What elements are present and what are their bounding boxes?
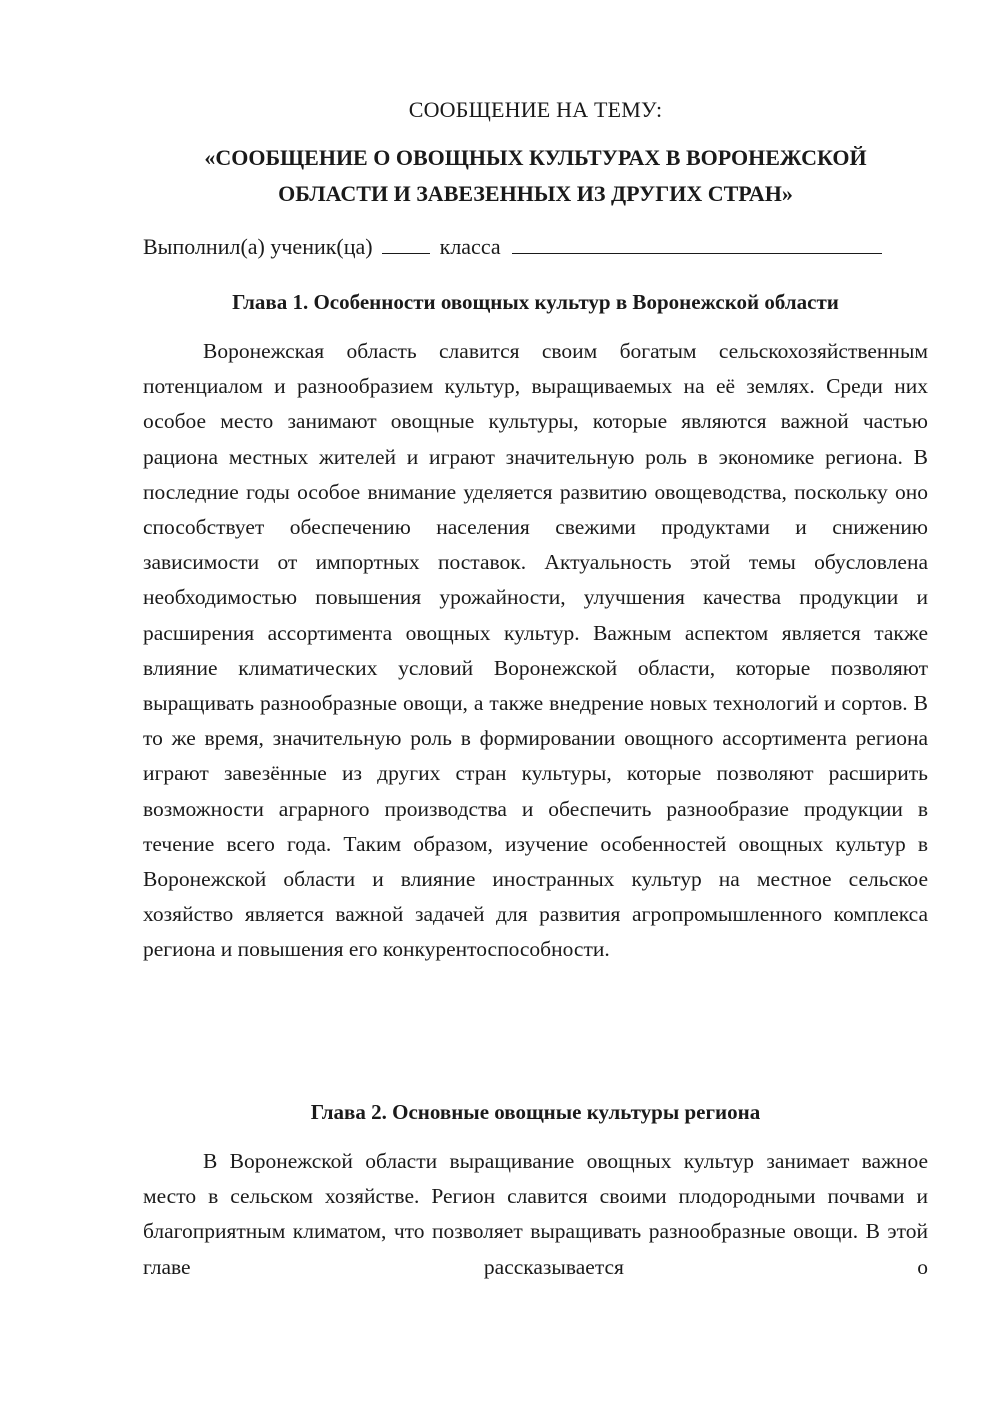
chapter-1-title: Глава 1. Особенности овощных культур в Воронежской области bbox=[232, 290, 839, 314]
chapter-1-paragraph: Воронежская область славится своим богатым сельскохозяйственным потенциалом и разнообразием культур, выращиваемых на её землях. Среди них особое место занимают овощные культуры, которые являются важной частью рациона местных жителей и играют значительную роль в экономике региона. В последние годы особое внимание уделяется развитию овощеводства, поскольку оно способствует обеспечению населения свежими продуктами и снижению зависимости от импортных поставок. Актуальность этой темы обусловлена необходимостью повышения урожайности, улучшения качества продукции и расширения ассортимента овощных культур. Важным аспектом является также влияние климатических условий Воронежской области, которые позволяют выращивать разнообразные овощи, а также внедрение новых технологий и сортов. В то же время, значительную роль в формировании овощного ассортимента региона играют завезённые из других стран культуры, которые позволяют расширить возможности аграрного производства и обеспечить разнообразие продукции в течение всего года. Таким образом, изучение особенностей овощных культур в Воронежской области и влияние иностранных культур на местное сельское хозяйство является важной задачей для развития агропромышленного комплекса региона и повышения его конкурентоспособности. bbox=[143, 339, 928, 962]
title-line-1: «СООБЩЕНИЕ О ОВОЩНЫХ КУЛЬТУРАХ В ВОРОНЕЖСКОЙ bbox=[204, 145, 867, 170]
chapter-2-title: Глава 2. Основные овощные культуры региона bbox=[310, 1100, 761, 1124]
title-line-2: ОБЛАСТИ И ЗАВЕЗЕННЫХ ИЗ ДРУГИХ СТРАН» bbox=[278, 181, 793, 206]
author-class-label: класса bbox=[439, 234, 501, 259]
name-blank bbox=[512, 231, 882, 254]
author-line bbox=[143, 231, 928, 263]
chapter-2-paragraph: В Воронежской области выращивание овощных культур занимает важное место в сельском хозяйстве. Регион славится своими плодородными почвами и благоприятным климатом, что позволяет выращивать разнообразные овощи. В этой главе рассказывается о bbox=[143, 1149, 928, 1279]
document-title bbox=[143, 140, 928, 212]
class-blank bbox=[382, 231, 430, 254]
author-prefix: Выполнил(а) ученик(ца) bbox=[143, 234, 373, 259]
document-heading: СООБЩЕНИЕ НА ТЕМУ: bbox=[408, 97, 663, 122]
